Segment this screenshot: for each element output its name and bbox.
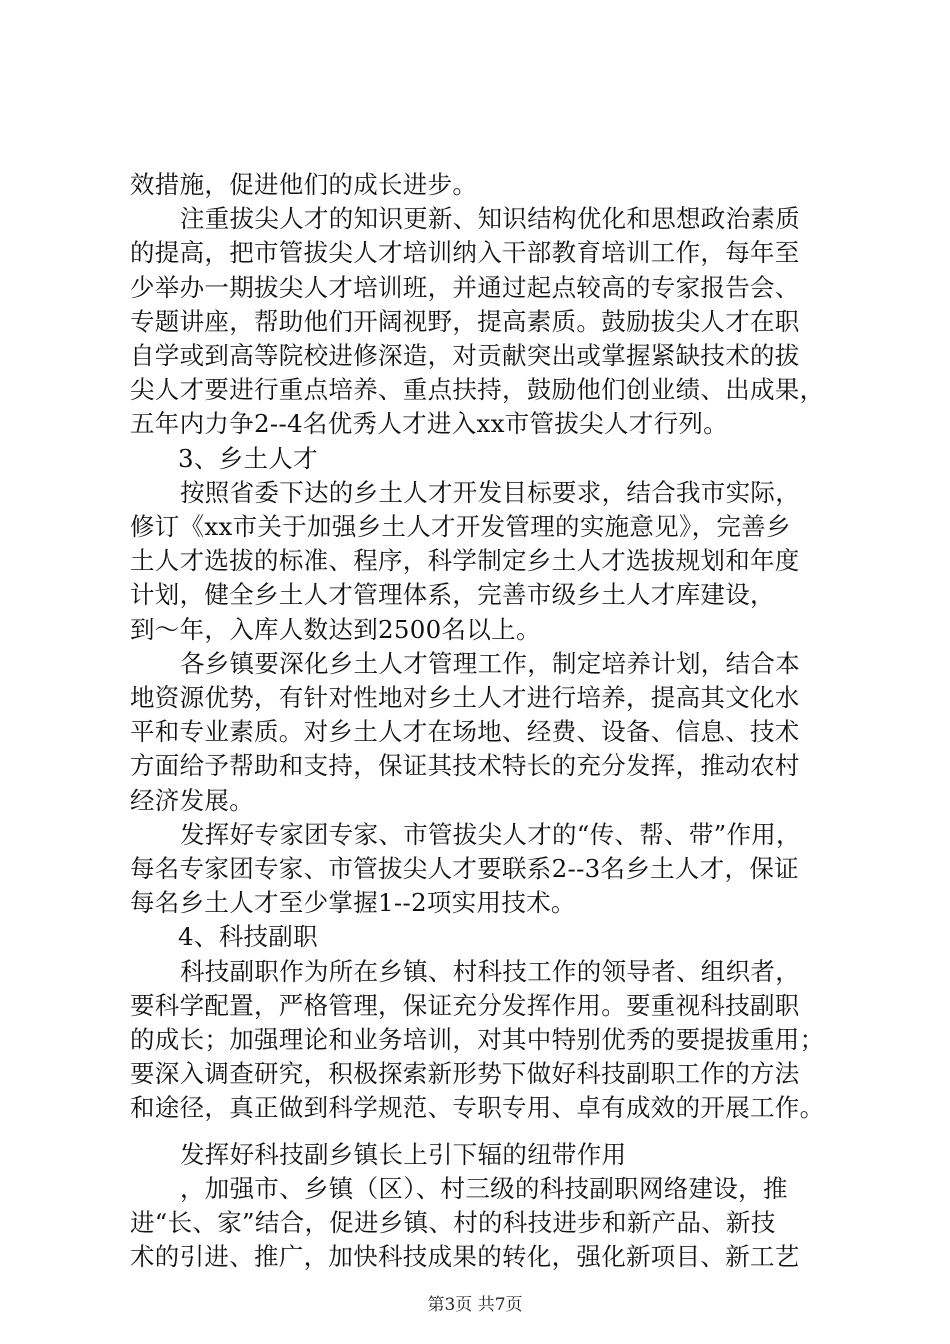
text-line: 每名乡土人才至少掌握1--2项实用技术。 (130, 888, 576, 917)
text-line: 尖人才要进行重点培养、重点扶持，鼓励他们创业绩、出成果， (130, 375, 825, 404)
section-heading: 3、乡土人才 (178, 444, 318, 473)
text-line: 科技副职作为所在乡镇、村科技工作的领导者、组织者， (180, 957, 800, 986)
text-line: 和途径，真正做到科学规范、专职专用、卓有成效的开展工作。 (130, 1093, 825, 1122)
text-line: 经济发展。 (130, 786, 254, 815)
text-line: ，加强市、乡镇（区）、村三级的科技副职网络建设，推 (180, 1174, 788, 1203)
text-line: 注重拔尖人才的知识更新、知识结构优化和思想政治素质 (180, 204, 800, 233)
text-line: 自学或到高等院校进修深造，对贡献突出或掌握紧缺技术的拔 (130, 341, 800, 370)
text-line: 按照省委下达的乡土人才开发目标要求，结合我市实际， (180, 478, 800, 507)
text-line: 地资源优势，有针对性地对乡土人才进行培养，提高其文化水 (130, 683, 800, 712)
text-line: 术的引进、推广，加快科技成果的转化，强化新项目、新工艺 (130, 1242, 800, 1271)
text-line: 的成长；加强理论和业务培训，对其中特别优秀的要提拔重用； (130, 1025, 825, 1054)
text-line: 土人才选拔的标准、程序，科学制定乡土人才选拔规划和年度 (130, 546, 800, 575)
text-line: 发挥好科技副乡镇长上引下辐的纽带作用 (180, 1140, 627, 1169)
text-line: 方面给予帮助和支持，保证其技术特长的充分发挥，推动农村 (130, 751, 800, 780)
text-line: 五年内力争2--4名优秀人才进入xx市管拔尖人才行列。 (130, 409, 728, 438)
text-line: 少举办一期拔尖人才培训班，并通过起点较高的专家报告会、 (130, 273, 800, 302)
text-line: 要科学配置，严格管理，保证充分发挥作用。要重视科技副职 (130, 991, 800, 1020)
page-footer: 第3页 共7页 (427, 1295, 523, 1315)
text-line: 计划，健全乡土人才管理体系，完善市级乡土人才库建设， (130, 580, 775, 609)
text-line: 到～年，入库人数达到2500名以上。 (130, 615, 541, 644)
text-line: 每名专家团专家、市管拔尖人才要联系2--3名乡土人才，保证 (130, 854, 799, 883)
text-line: 平和专业素质。对乡土人才在场地、经费、设备、信息、技术 (130, 717, 800, 746)
text-line: 进“长、家”结合，促进乡镇、村的科技进步和新产品、新技 (130, 1208, 776, 1237)
text-line: 发挥好专家团专家、市管拔尖人才的“传、帮、带”作用， (180, 820, 801, 849)
text-line: 效措施，促进他们的成长进步。 (130, 170, 478, 199)
text-line: 修订《xx市关于加强乡土人才开发管理的实施意见》，完善乡 (130, 512, 791, 541)
text-line: 要深入调查研究，积极探索新形势下做好科技副职工作的方法 (130, 1059, 800, 1088)
text-line: 各乡镇要深化乡土人才管理工作，制定培养计划，结合本 (180, 649, 800, 678)
text-line: 专题讲座，帮助他们开阔视野，提高素质。鼓励拔尖人才在职 (130, 307, 800, 336)
text-line: 的提高，把市管拔尖人才培训纳入干部教育培训工作，每年至 (130, 238, 800, 267)
section-heading: 4、科技副职 (178, 922, 318, 951)
